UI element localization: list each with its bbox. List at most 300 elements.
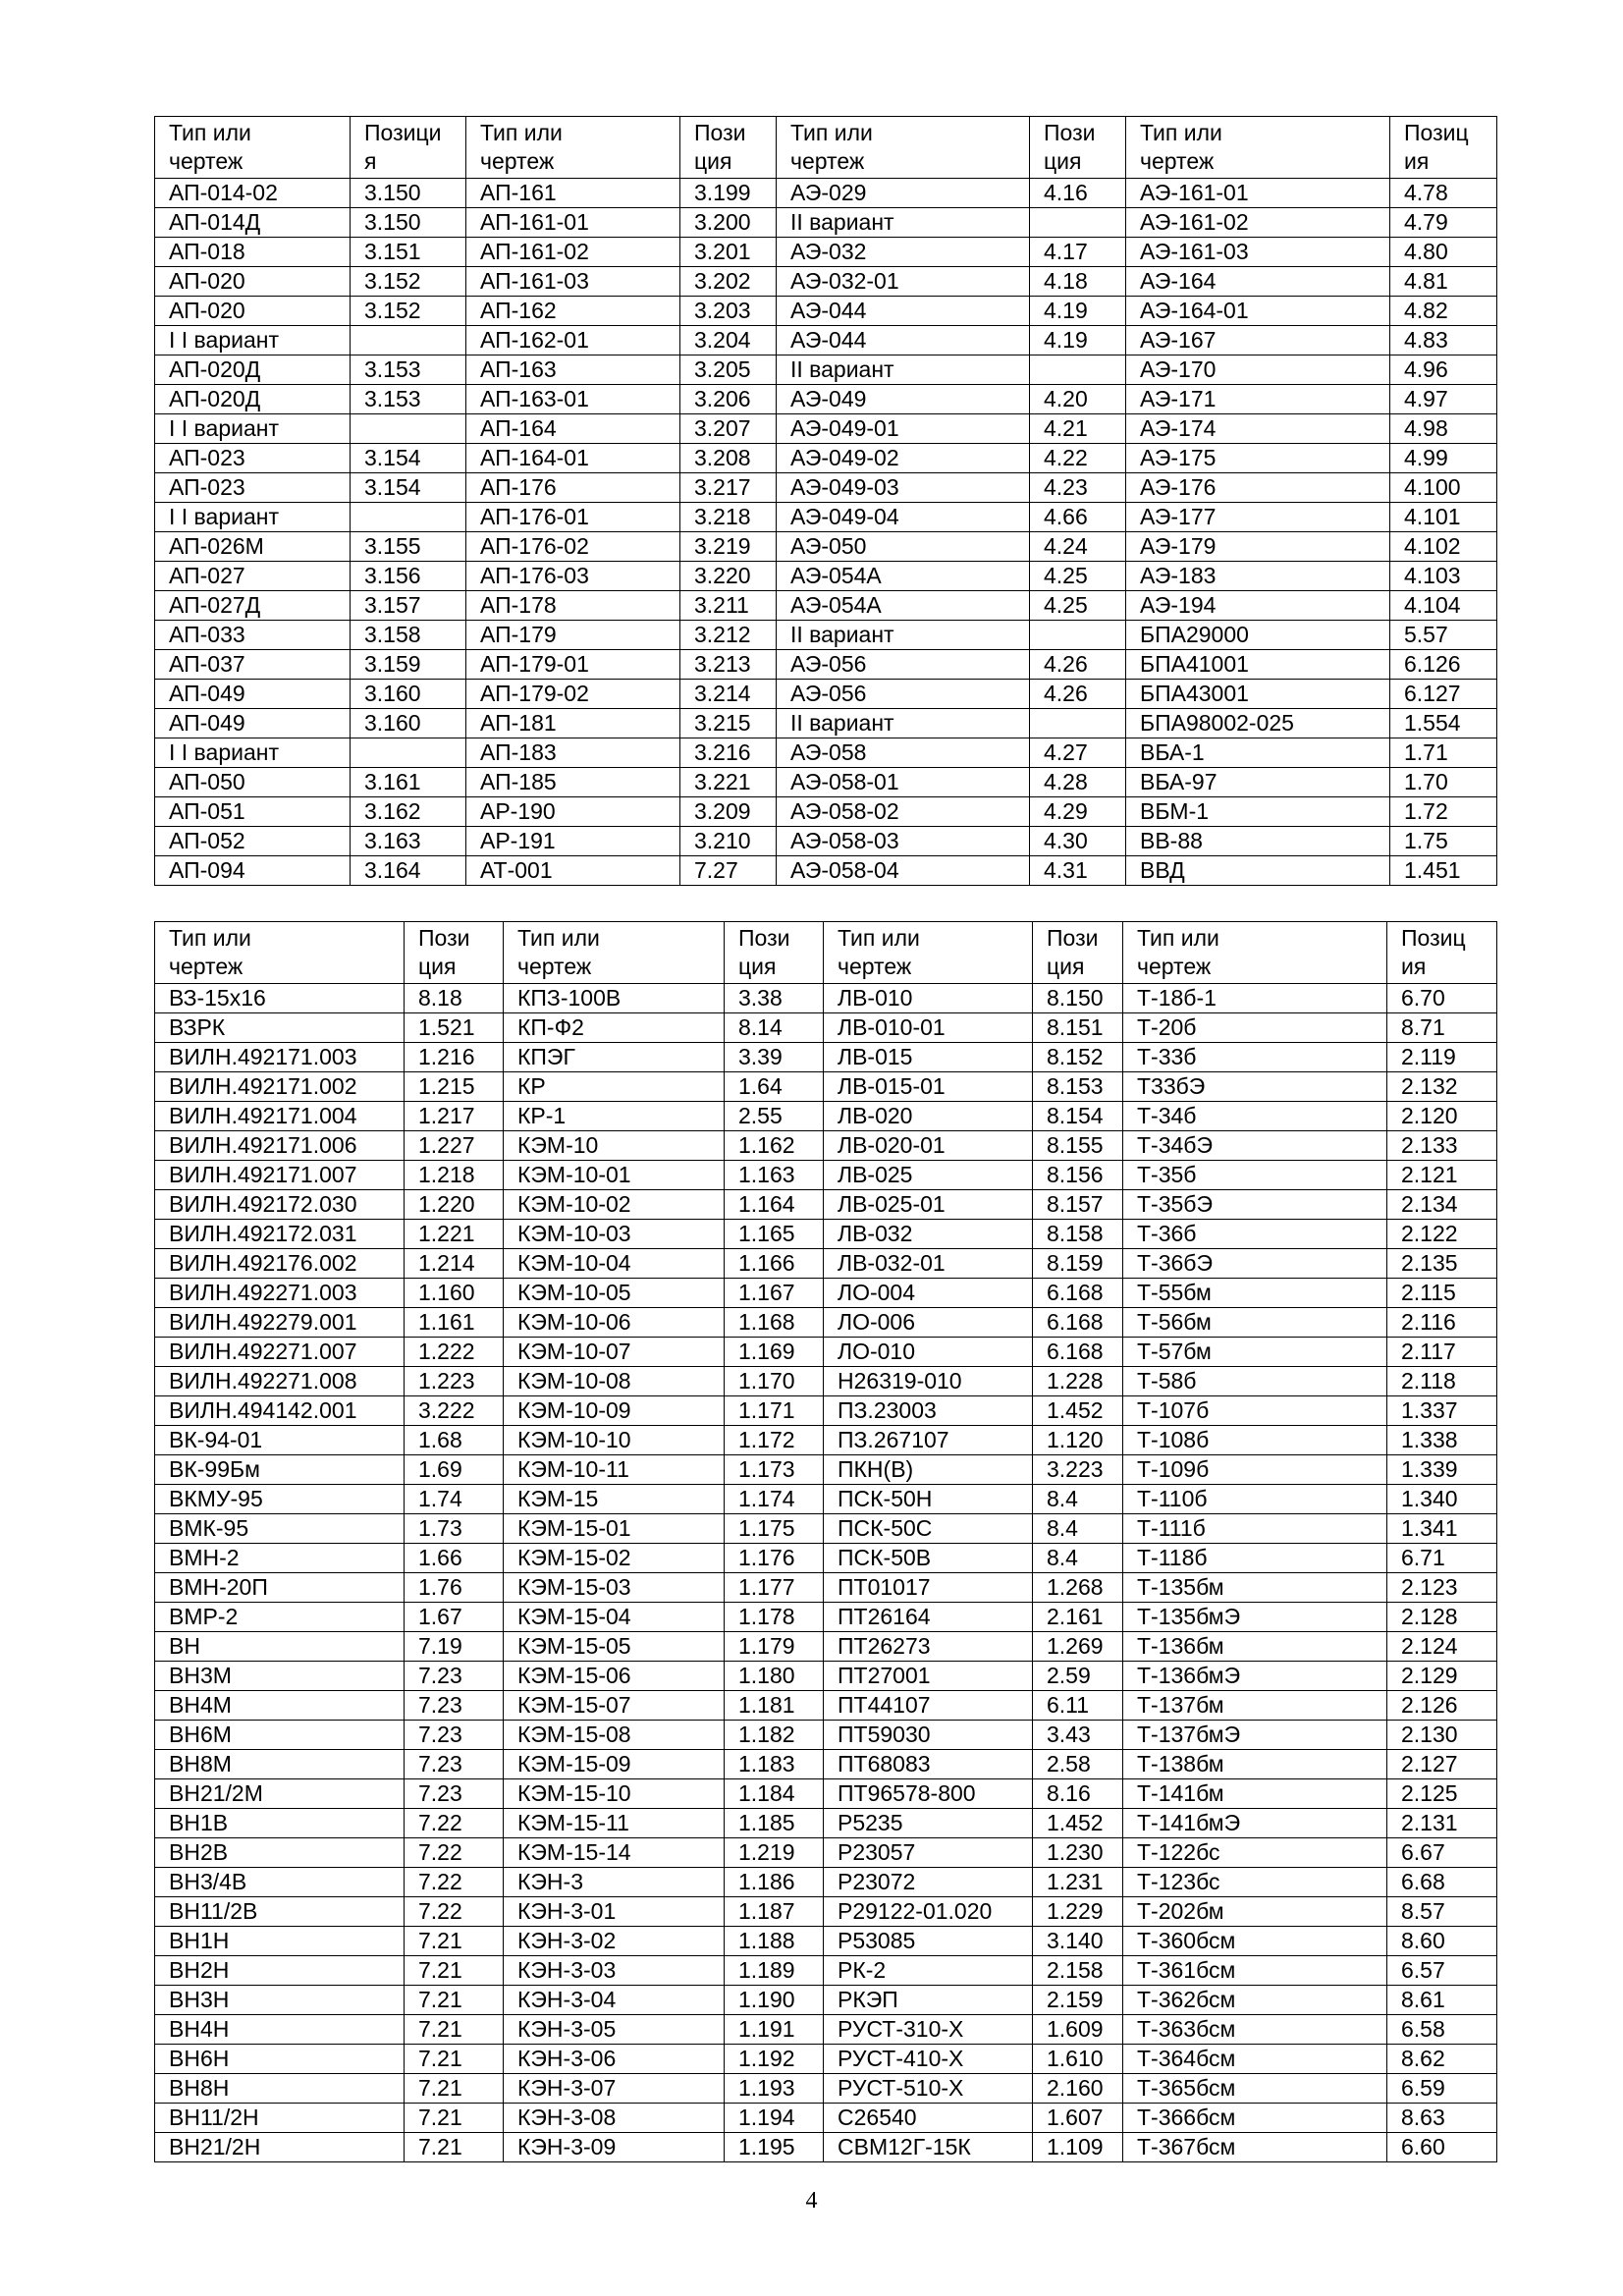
position-cell: 2.134 — [1387, 1190, 1497, 1220]
position-cell: 8.158 — [1033, 1220, 1123, 1249]
position-cell: 1.162 — [725, 1131, 824, 1161]
column-header-position — [1030, 117, 1126, 179]
type-cell: ПСК-50В — [824, 1544, 1033, 1573]
position-cell: 1.338 — [1387, 1426, 1497, 1455]
type-cell: КЭМ-10-05 — [504, 1279, 725, 1308]
type-cell: ВИЛН.492271.007 — [155, 1338, 405, 1367]
position-cell: 1.521 — [405, 1013, 504, 1043]
table-row — [155, 1308, 1497, 1338]
position-cell: 1.161 — [405, 1308, 504, 1338]
position-cell: 1.64 — [725, 1072, 824, 1102]
position-cell: 1.610 — [1033, 2045, 1123, 2074]
table-row — [155, 1396, 1497, 1426]
type-cell: АП-027Д — [155, 591, 351, 621]
table-row — [155, 1750, 1497, 1779]
position-cell: 7.23 — [405, 1691, 504, 1721]
type-cell: ВН3М — [155, 1662, 405, 1691]
type-cell: ВН11/2В — [155, 1897, 405, 1927]
position-cell: 3.208 — [680, 444, 777, 473]
position-cell: 1.229 — [1033, 1897, 1123, 1927]
position-cell: 1.163 — [725, 1161, 824, 1190]
type-cell: ВВ-88 — [1126, 827, 1390, 856]
position-cell: 3.160 — [351, 709, 466, 738]
type-cell: КЭМ-15-06 — [504, 1662, 725, 1691]
type-cell: АЭ-032-01 — [777, 267, 1030, 297]
table-row — [155, 473, 1497, 503]
header-line: Тип или — [169, 925, 251, 951]
header-line: ция — [1044, 148, 1082, 174]
type-cell: Т-366бсм — [1123, 2104, 1387, 2133]
position-cell: 1.216 — [405, 1043, 504, 1072]
type-cell: ЛО-010 — [824, 1338, 1033, 1367]
type-cell: II вариант — [777, 355, 1030, 385]
type-cell: Т-34бЭ — [1123, 1131, 1387, 1161]
type-cell: Т-362бсм — [1123, 1986, 1387, 2015]
table-row — [155, 1838, 1497, 1868]
position-cell: 1.177 — [725, 1573, 824, 1603]
table-row — [155, 1691, 1497, 1721]
type-cell: ПТ26273 — [824, 1632, 1033, 1662]
header-line: Тип или — [1140, 120, 1222, 145]
type-cell: ВН8М — [155, 1750, 405, 1779]
table-row — [155, 208, 1497, 238]
table-row — [155, 1779, 1497, 1809]
position-cell: 1.341 — [1387, 1514, 1497, 1544]
table-row — [155, 797, 1497, 827]
type-cell: КЭН-3-07 — [504, 2074, 725, 2104]
position-cell — [1030, 208, 1126, 238]
type-cell: ЛВ-020 — [824, 1102, 1033, 1131]
position-cell: 1.109 — [1033, 2133, 1123, 2162]
type-cell: ВИЛН.492279.001 — [155, 1308, 405, 1338]
type-cell: АП-176-03 — [466, 562, 680, 591]
position-cell: 2.129 — [1387, 1662, 1497, 1691]
table-row — [155, 1072, 1497, 1102]
type-cell: Т-57бм — [1123, 1338, 1387, 1367]
position-cell: 4.104 — [1390, 591, 1497, 621]
type-cell: АР-191 — [466, 827, 680, 856]
type-cell: АП-161-01 — [466, 208, 680, 238]
table-row — [155, 1043, 1497, 1072]
position-cell: 1.268 — [1033, 1573, 1123, 1603]
position-cell: 3.216 — [680, 738, 777, 768]
position-cell: 1.190 — [725, 1986, 824, 2015]
type-cell: ВН2Н — [155, 1956, 405, 1986]
type-cell: АП-185 — [466, 768, 680, 797]
position-cell: 4.22 — [1030, 444, 1126, 473]
position-cell: 1.339 — [1387, 1455, 1497, 1485]
type-cell: АЭ-049 — [777, 385, 1030, 414]
type-cell: Т-360бсм — [1123, 1927, 1387, 1956]
header-row — [155, 117, 1497, 179]
position-cell: 3.221 — [680, 768, 777, 797]
table-row — [155, 1338, 1497, 1367]
table-row — [155, 856, 1497, 886]
position-cell: 4.21 — [1030, 414, 1126, 444]
type-cell: АЭ-049-01 — [777, 414, 1030, 444]
position-cell: 1.66 — [405, 1544, 504, 1573]
position-cell: 8.159 — [1033, 1249, 1123, 1279]
position-cell: 1.228 — [1033, 1367, 1123, 1396]
column-header-position — [1390, 117, 1497, 179]
type-cell: ВИЛН.492176.002 — [155, 1249, 405, 1279]
position-cell: 3.150 — [351, 179, 466, 208]
type-cell: Т-118б — [1123, 1544, 1387, 1573]
position-cell: 4.103 — [1390, 562, 1497, 591]
position-cell: 3.199 — [680, 179, 777, 208]
header-line: Пози — [1047, 925, 1099, 951]
type-cell: ВКМУ-95 — [155, 1485, 405, 1514]
type-cell: КПЭГ — [504, 1043, 725, 1072]
type-cell: АЭ-058-04 — [777, 856, 1030, 886]
position-cell: 1.221 — [405, 1220, 504, 1249]
header-line: ция — [694, 148, 732, 174]
header-line: ия — [1404, 148, 1430, 174]
position-cell: 7.23 — [405, 1721, 504, 1750]
position-cell: 4.81 — [1390, 267, 1497, 297]
position-cell: 1.72 — [1390, 797, 1497, 827]
type-cell: Т-361бсм — [1123, 1956, 1387, 1986]
type-cell: ВН1Н — [155, 1927, 405, 1956]
type-cell: АП-176-02 — [466, 532, 680, 562]
position-cell: 5.57 — [1390, 621, 1497, 650]
type-cell: АЭ-179 — [1126, 532, 1390, 562]
position-cell: 6.127 — [1390, 680, 1497, 709]
position-cell: 3.159 — [351, 650, 466, 680]
position-cell: 1.214 — [405, 1249, 504, 1279]
type-cell: ПТ59030 — [824, 1721, 1033, 1750]
position-cell: 2.121 — [1387, 1161, 1497, 1190]
type-cell: РК-2 — [824, 1956, 1033, 1986]
type-cell: Т-36б — [1123, 1220, 1387, 1249]
position-cell: 3.219 — [680, 532, 777, 562]
type-cell: АП-020Д — [155, 355, 351, 385]
position-cell: 3.158 — [351, 621, 466, 650]
type-cell: ЛВ-020-01 — [824, 1131, 1033, 1161]
table-row — [155, 179, 1497, 208]
position-cell: 8.153 — [1033, 1072, 1123, 1102]
position-cell: 7.19 — [405, 1632, 504, 1662]
type-cell: ПКН(В) — [824, 1455, 1033, 1485]
type-cell: ВИЛН.492172.031 — [155, 1220, 405, 1249]
position-cell: 3.39 — [725, 1043, 824, 1072]
table-row — [155, 532, 1497, 562]
type-cell: КЭМ-10-11 — [504, 1455, 725, 1485]
position-cell: 8.154 — [1033, 1102, 1123, 1131]
type-cell: ЛВ-032 — [824, 1220, 1033, 1249]
position-cell: 4.82 — [1390, 297, 1497, 326]
type-cell: Т-20б — [1123, 1013, 1387, 1043]
type-cell: ПСК-50Н — [824, 1485, 1033, 1514]
table-row — [155, 738, 1497, 768]
position-cell: 8.4 — [1033, 1514, 1123, 1544]
type-cell: АЭ-164 — [1126, 267, 1390, 297]
type-cell: ЛВ-032-01 — [824, 1249, 1033, 1279]
type-cell: АЭ-161-03 — [1126, 238, 1390, 267]
position-cell: 2.159 — [1033, 1986, 1123, 2015]
table-row — [155, 2074, 1497, 2104]
type-cell: Т-36бЭ — [1123, 1249, 1387, 1279]
header-line: чертеж — [1140, 148, 1215, 174]
table-row — [155, 444, 1497, 473]
type-cell: Т-136бмЭ — [1123, 1662, 1387, 1691]
position-cell: 1.269 — [1033, 1632, 1123, 1662]
type-cell: ПЗ.267107 — [824, 1426, 1033, 1455]
position-cell: 3.206 — [680, 385, 777, 414]
type-cell: КЭН-3-06 — [504, 2045, 725, 2074]
position-cell: 7.22 — [405, 1897, 504, 1927]
position-cell: 3.205 — [680, 355, 777, 385]
type-cell: АП-179-02 — [466, 680, 680, 709]
position-cell: 1.75 — [1390, 827, 1497, 856]
type-cell: Т-56бм — [1123, 1308, 1387, 1338]
position-cell: 6.11 — [1033, 1691, 1123, 1721]
table-row — [155, 1102, 1497, 1131]
position-cell: 7.21 — [405, 2133, 504, 2162]
position-cell: 1.174 — [725, 1485, 824, 1514]
position-cell: 3.157 — [351, 591, 466, 621]
header-line: Пози — [694, 120, 746, 145]
table-row — [155, 1809, 1497, 1838]
position-cell: 1.178 — [725, 1603, 824, 1632]
position-cell: 4.19 — [1030, 326, 1126, 355]
position-cell: 3.153 — [351, 355, 466, 385]
position-cell: 1.179 — [725, 1632, 824, 1662]
header-line: чертеж — [169, 954, 243, 979]
position-cell: 7.27 — [680, 856, 777, 886]
table-row — [155, 1426, 1497, 1455]
position-cell: 3.151 — [351, 238, 466, 267]
position-cell: 1.452 — [1033, 1396, 1123, 1426]
position-cell: 1.192 — [725, 2045, 824, 2074]
type-cell: КЭМ-15-05 — [504, 1632, 725, 1662]
position-cell: 2.128 — [1387, 1603, 1497, 1632]
position-cell: 4.26 — [1030, 680, 1126, 709]
table-row — [155, 1662, 1497, 1691]
type-cell: АЭ-175 — [1126, 444, 1390, 473]
table-row — [155, 650, 1497, 680]
column-header-position — [1033, 922, 1123, 984]
position-cell: 1.68 — [405, 1426, 504, 1455]
type-cell: КЭМ-10-04 — [504, 1249, 725, 1279]
header-line: Пози — [418, 925, 470, 951]
position-cell: 1.609 — [1033, 2015, 1123, 2045]
header-line: Тип или — [517, 925, 600, 951]
position-cell: 3.209 — [680, 797, 777, 827]
type-cell: ПТ96578-800 — [824, 1779, 1033, 1809]
type-cell: АЭ-170 — [1126, 355, 1390, 385]
position-cell: 1.183 — [725, 1750, 824, 1779]
position-cell: 4.100 — [1390, 473, 1497, 503]
type-cell: ПТ27001 — [824, 1662, 1033, 1691]
table-row — [155, 1279, 1497, 1308]
type-cell: ЛВ-015-01 — [824, 1072, 1033, 1102]
type-cell: ВН3Н — [155, 1986, 405, 2015]
position-cell: 2.59 — [1033, 1662, 1123, 1691]
position-cell: 4.79 — [1390, 208, 1497, 238]
type-cell: Т-18б-1 — [1123, 984, 1387, 1013]
type-cell: АЭ-177 — [1126, 503, 1390, 532]
type-cell: ВЗРК — [155, 1013, 405, 1043]
type-cell: КЭМ-10-10 — [504, 1426, 725, 1455]
position-cell: 1.191 — [725, 2015, 824, 2045]
type-cell: АП-033 — [155, 621, 351, 650]
header-line: Тип или — [838, 925, 920, 951]
table-row — [155, 1161, 1497, 1190]
position-cell: 7.23 — [405, 1779, 504, 1809]
type-cell: АЭ-058-01 — [777, 768, 1030, 797]
type-cell: БПА98002-025 — [1126, 709, 1390, 738]
type-cell: Т-135бм — [1123, 1573, 1387, 1603]
position-cell: 1.227 — [405, 1131, 504, 1161]
position-cell — [1030, 355, 1126, 385]
position-cell: 3.222 — [405, 1396, 504, 1426]
position-cell: 3.163 — [351, 827, 466, 856]
type-cell: ВН11/2Н — [155, 2104, 405, 2133]
position-cell: 2.118 — [1387, 1367, 1497, 1396]
type-cell: АЭ-058 — [777, 738, 1030, 768]
position-cell: 1.215 — [405, 1072, 504, 1102]
type-cell: АП-018 — [155, 238, 351, 267]
position-cell: 3.164 — [351, 856, 466, 886]
index-table-2 — [154, 921, 1497, 2162]
position-cell: 1.160 — [405, 1279, 504, 1308]
type-cell: ВИЛН.492271.003 — [155, 1279, 405, 1308]
position-cell: 3.154 — [351, 473, 466, 503]
column-header-type — [1123, 922, 1387, 984]
type-cell: АП-020Д — [155, 385, 351, 414]
position-cell: 1.173 — [725, 1455, 824, 1485]
type-cell: КЭМ-10-09 — [504, 1396, 725, 1426]
type-cell: ВИЛН.492171.003 — [155, 1043, 405, 1072]
type-cell: ЛВ-010-01 — [824, 1013, 1033, 1043]
column-header-type — [155, 922, 405, 984]
position-cell: 6.168 — [1033, 1308, 1123, 1338]
table-row — [155, 1131, 1497, 1161]
type-cell: АЭ-167 — [1126, 326, 1390, 355]
type-cell: ВИЛН.492171.002 — [155, 1072, 405, 1102]
type-cell: АЭ-161-02 — [1126, 208, 1390, 238]
position-cell: 8.14 — [725, 1013, 824, 1043]
table-row — [155, 2015, 1497, 2045]
position-cell: 2.131 — [1387, 1809, 1497, 1838]
type-cell: РКЭП — [824, 1986, 1033, 2015]
type-cell: Т-137бмЭ — [1123, 1721, 1387, 1750]
table-row — [155, 1013, 1497, 1043]
type-cell: АЭ-049-02 — [777, 444, 1030, 473]
type-cell: КЭМ-15-03 — [504, 1573, 725, 1603]
position-cell: 1.172 — [725, 1426, 824, 1455]
column-header-type — [155, 117, 351, 179]
position-cell: 8.156 — [1033, 1161, 1123, 1190]
type-cell: СВМ12Г-15К — [824, 2133, 1033, 2162]
header-line: чертеж — [790, 148, 865, 174]
type-cell: Н26319-010 — [824, 1367, 1033, 1396]
type-cell: Т-110б — [1123, 1485, 1387, 1514]
type-cell: Т-111б — [1123, 1514, 1387, 1544]
header-line: чертеж — [480, 148, 555, 174]
type-cell: КЭМ-15-09 — [504, 1750, 725, 1779]
position-cell: 7.21 — [405, 2045, 504, 2074]
type-cell: АЭ-161-01 — [1126, 179, 1390, 208]
type-cell: Т-55бм — [1123, 1279, 1387, 1308]
position-cell: 3.156 — [351, 562, 466, 591]
header-line: ция — [738, 954, 777, 979]
position-cell: 4.96 — [1390, 355, 1497, 385]
table-row — [155, 591, 1497, 621]
position-cell: 8.151 — [1033, 1013, 1123, 1043]
table-row — [155, 1220, 1497, 1249]
position-cell: 3.160 — [351, 680, 466, 709]
type-cell: КЭМ-10-06 — [504, 1308, 725, 1338]
table-row — [155, 709, 1497, 738]
position-cell: 1.167 — [725, 1279, 824, 1308]
position-cell: 1.168 — [725, 1308, 824, 1338]
type-cell: КЭМ-10-08 — [504, 1367, 725, 1396]
type-cell: ВН — [155, 1632, 405, 1662]
position-cell: 6.168 — [1033, 1279, 1123, 1308]
position-cell: 4.97 — [1390, 385, 1497, 414]
position-cell: 1.182 — [725, 1721, 824, 1750]
position-cell: 1.164 — [725, 1190, 824, 1220]
table-row — [155, 1986, 1497, 2015]
position-cell: 2.117 — [1387, 1338, 1497, 1367]
position-cell: 8.157 — [1033, 1190, 1123, 1220]
position-cell: 1.220 — [405, 1190, 504, 1220]
type-cell: КЭН-3-04 — [504, 1986, 725, 2015]
table-row — [155, 1603, 1497, 1632]
position-cell: 4.23 — [1030, 473, 1126, 503]
position-cell: 6.168 — [1033, 1338, 1123, 1367]
table-row — [155, 238, 1497, 267]
type-cell: ЛВ-025-01 — [824, 1190, 1033, 1220]
position-cell: 2.133 — [1387, 1131, 1497, 1161]
table-header — [155, 922, 1497, 984]
type-cell: Т-363бсм — [1123, 2015, 1387, 2045]
position-cell: 3.155 — [351, 532, 466, 562]
table-row — [155, 1868, 1497, 1897]
position-cell: 1.217 — [405, 1102, 504, 1131]
type-cell: ВН4Н — [155, 2015, 405, 2045]
header-line: Позиц — [1401, 925, 1466, 951]
table-row — [155, 1544, 1497, 1573]
header-line: Тип или — [790, 120, 873, 145]
position-cell: 3.211 — [680, 591, 777, 621]
type-cell: КЭМ-15 — [504, 1485, 725, 1514]
position-cell: 2.158 — [1033, 1956, 1123, 1986]
header-line: я — [364, 148, 377, 174]
position-cell: 1.175 — [725, 1514, 824, 1544]
table-row — [155, 1249, 1497, 1279]
type-cell: КПЗ-100В — [504, 984, 725, 1013]
type-cell: Т-364бсм — [1123, 2045, 1387, 2074]
table-row — [155, 621, 1497, 650]
type-cell: КЭМ-15-04 — [504, 1603, 725, 1632]
position-cell: 1.171 — [725, 1396, 824, 1426]
position-cell: 2.120 — [1387, 1102, 1497, 1131]
type-cell: АЭ-032 — [777, 238, 1030, 267]
type-cell: АП-027 — [155, 562, 351, 591]
position-cell: 1.169 — [725, 1338, 824, 1367]
table-row — [155, 1190, 1497, 1220]
type-cell: ЛВ-015 — [824, 1043, 1033, 1072]
type-cell: АП-164-01 — [466, 444, 680, 473]
type-cell: ВН6Н — [155, 2045, 405, 2074]
table-row — [155, 326, 1497, 355]
type-cell: АЭ-056 — [777, 650, 1030, 680]
table-row — [155, 414, 1497, 444]
type-cell: АП-014Д — [155, 208, 351, 238]
